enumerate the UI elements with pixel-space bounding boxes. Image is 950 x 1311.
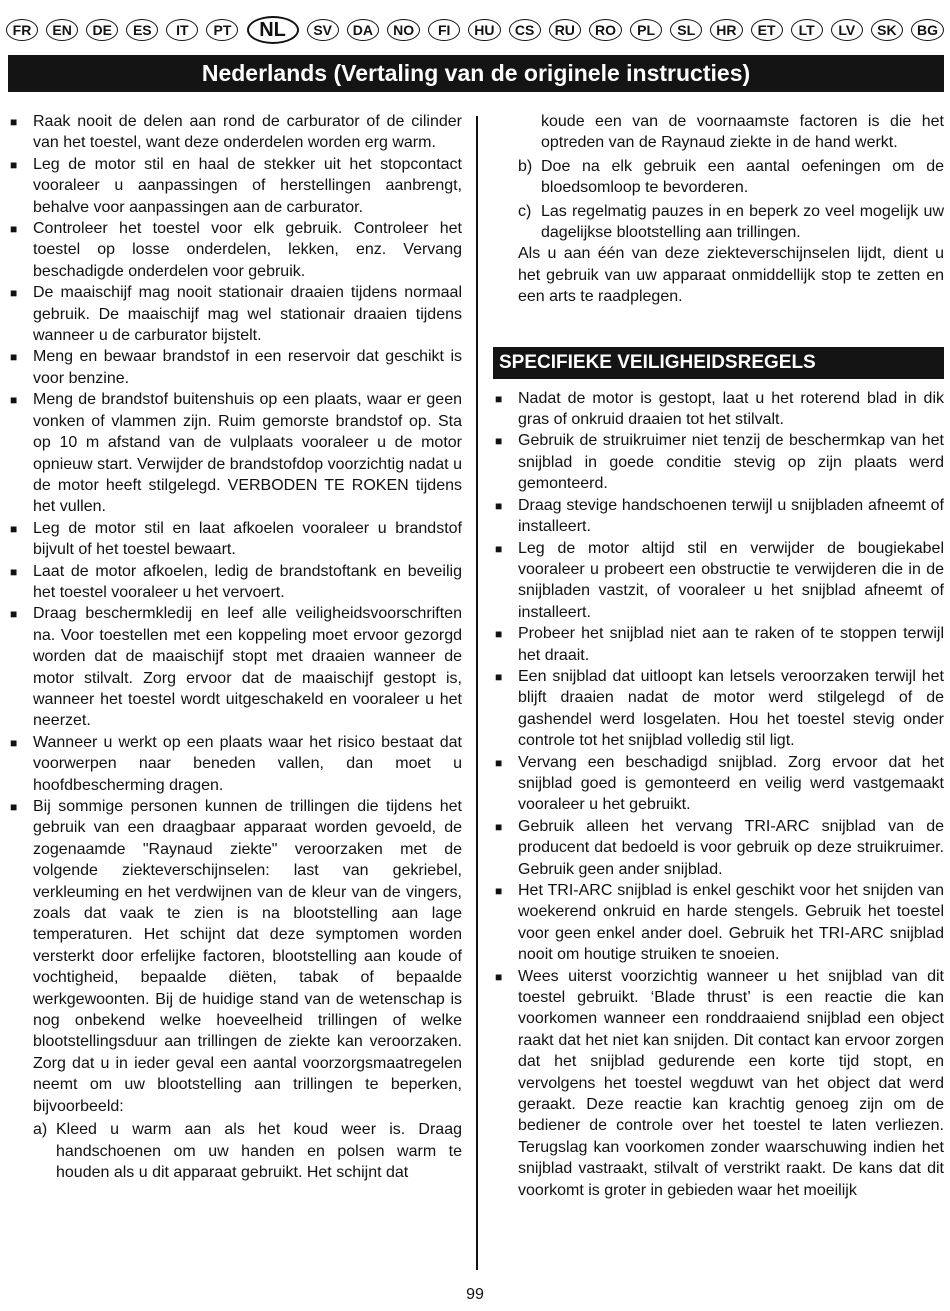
lang-sl: SL bbox=[670, 19, 702, 41]
page-number: 99 bbox=[466, 1286, 484, 1303]
warning-paragraph: Als u aan één van deze ziekteverschijnselen lijdt, dient u het gebruik van uw apparaat onmiddellijk stop te zetten en een arts te raadplegen. bbox=[518, 245, 944, 306]
lang-et: ET bbox=[751, 19, 783, 41]
lang-sk: SK bbox=[871, 19, 903, 41]
lang-sv: SV bbox=[307, 19, 339, 41]
lang-fi: FI bbox=[428, 19, 460, 41]
lang-es: ES bbox=[126, 19, 158, 41]
list-item: ■ Laat de motor afkoelen, ledig de brandstoftank en beveilig het toestel vooraleer u het vervoert. bbox=[8, 561, 462, 604]
section-heading: SPECIFIEKE VEILIGHEIDSREGELS bbox=[493, 347, 944, 379]
sub-item-b bbox=[493, 156, 944, 199]
sub-item-text: Doe na elk gebruik een aantal oefeningen om de bloedsomloop te bevorderen. bbox=[541, 157, 944, 197]
lang-nl-active: NL bbox=[247, 16, 299, 44]
lang-pt: PT bbox=[206, 19, 238, 41]
language-selector-bar bbox=[6, 16, 944, 44]
left-column bbox=[8, 111, 462, 1183]
list-item: ■ Meng de brandstof buitenshuis op een plaats, waar er geen vonken of vlammen zijn. Ruim gemorste brandstof op. Sta op 10 m afstand van de vulplaats vooraleer u de motor opnieuw start. Verwijder de brandstofdop voorzichtig nadat u de motor heeft stilgelegd. VERBODEN TE ROKEN tijdens het vullen. bbox=[8, 389, 462, 517]
list-item: ■ Het TRI-ARC snijblad is enkel geschikt voor het snijden van woekerend onkruid en harde stengels. Gebruik het toestel voor geen enkel ander doel. Gebruik het TRI-ARC snijblad nooit om houtige struiken te snoeien. bbox=[493, 880, 944, 966]
lang-fr: FR bbox=[6, 19, 38, 41]
lang-pl: PL bbox=[630, 19, 662, 41]
sub-item-text: Las regelmatig pauzes in en beperk zo veel mogelijk uw dagelijkse blootstelling aan trillingen. bbox=[541, 202, 944, 242]
sub-item-label: c) bbox=[518, 202, 532, 220]
lang-de: DE bbox=[86, 19, 118, 41]
list-item: ■ Draag beschermkledij en leef alle veiligheidsvoorschriften na. Voor toestellen met een koppeling moet ervoor gezorgd worden dat de maaischijf stopt met draaien wanneer de motor stilvalt. Zorg ervoor dat de maaischijf gestopt is, wanneer het toestel wordt uitgeschakeld en vooraleer u het neerzet. bbox=[8, 603, 462, 731]
list-item: ■ Draag stevige handschoenen terwijl u snijbladen afneemt of installeert. bbox=[493, 495, 944, 538]
list-item: ■ Wanneer u werkt op een plaats waar het risico bestaat dat voorwerpen naar beneden vallen, dan moet u hoofdbescherming dragen. bbox=[8, 732, 462, 796]
lang-cs: CS bbox=[509, 19, 541, 41]
sub-item-c bbox=[493, 201, 944, 244]
list-item: ■ Meng en bewaar brandstof in een reservoir dat geschikt is voor benzine. bbox=[8, 346, 462, 389]
lang-no: NO bbox=[387, 19, 420, 41]
list-item: ■ Bij sommige personen kunnen de trillingen die tijdens het gebruik van een draagbaar apparaat worden gevoeld, de zogenaamde "Raynaud ziekte" veroorzaken met de volgende ziekteverschijnselen: last van gekriebel, verkleuming en het verdwijnen van de kleur van de vingers, zoals dat vaak te zien is na blootstelling aan lage temperaturen. Het schijnt dat deze symptomen worden versterkt door erfelijke factoren, blootstelling aan koude of vochtigheid, bepaalde diëten, tabak of bepaalde werkgewoonten. Bij de huidige stand van de wetenschap is nog onbekend welke hoeveelheid trillingen of welke blootstellingsduur aan trillingen de ziekte kan veroorzaken. Zorg dat u in ieder geval een aantal voorzorgsmaatregelen neemt om uw blootstelling aan trillingen te beperken, bijvoorbeeld: bbox=[8, 796, 462, 1117]
sub-item-text: koude een van de voornaamste factoren is die het optreden van de Raynaud ziekte in de hand werkt. bbox=[541, 113, 944, 152]
list-item: ■ Vervang een beschadigd snijblad. Zorg ervoor dat het snijblad goed is gemonteerd en veilig werd vastgemaakt vooraleer u het gebruikt. bbox=[493, 752, 944, 816]
sub-item-a bbox=[8, 1119, 462, 1183]
sub-item-label: a) bbox=[33, 1121, 48, 1139]
list-item: ■ Leg de motor altijd stil en verwijder de bougiekabel vooraleer u probeert een obstructie te verwijderen die in de snijbladen vastzit, of vooraleer u het snijblad afneemt of installeert. bbox=[493, 538, 944, 624]
section-banner: Nederlands (Vertaling van de originele instructies) bbox=[8, 55, 944, 92]
column-divider bbox=[476, 116, 478, 1270]
lang-lt: LT bbox=[791, 19, 823, 41]
lang-ro: RO bbox=[589, 19, 622, 41]
list-item: ■ De maaischijf mag nooit stationair draaien tijdens normaal gebruik. De maaischijf mag wel stationair draaien tijdens wanneer u de carburator bijstelt. bbox=[8, 282, 462, 346]
lang-ru: RU bbox=[549, 19, 581, 41]
sub-item-a-continued bbox=[493, 111, 944, 154]
list-item: ■ Een snijblad dat uitloopt kan letsels veroorzaken terwijl het blijft draaien nadat de motor werd stilgelegd of de gashendel werd losgelaten. Hou het toestel stevig onder controle tot het snijblad volledig stil ligt. bbox=[493, 666, 944, 752]
list-item: ■ Gebruik alleen het vervang TRI-ARC snijblad van de producent dat bedoeld is voor gebruik op deze struikruimer. Gebruik geen ander snijblad. bbox=[493, 816, 944, 880]
list-item: ■ Probeer het snijblad niet aan te raken of te stoppen terwijl het draait. bbox=[493, 623, 944, 666]
lang-bg: BG bbox=[911, 19, 944, 41]
lang-da: DA bbox=[347, 19, 379, 41]
lang-hu: HU bbox=[468, 19, 500, 41]
right-column bbox=[493, 111, 944, 1201]
sub-item-text: Kleed u warm aan als het koud weer is. Draag handschoenen om uw handen en polsen warm te houden als u dit apparaat gebruikt. Het schijnt dat bbox=[56, 1121, 462, 1181]
list-item: ■ Gebruik de struikruimer niet tenzij de beschermkap van het snijblad in goede conditie stevig op zijn plaats werd gemonteerd. bbox=[493, 430, 944, 494]
lang-hr: HR bbox=[710, 19, 742, 41]
list-item: ■ Leg de motor stil en haal de stekker uit het stopcontact vooraleer u aanpassingen of herstellingen aanbrengt, behalve voor aanpassingen aan de carburator. bbox=[8, 154, 462, 218]
list-item: ■ Nadat de motor is gestopt, laat u het roterend blad in dik gras of onkruid draaien tot het stilvalt. bbox=[493, 388, 944, 431]
lang-en: EN bbox=[46, 19, 78, 41]
list-item: ■ Controleer het toestel voor elk gebruik. Controleer het toestel op losse onderdelen, lekken, enz. Vervang beschadigde onderdelen voor gebruik. bbox=[8, 218, 462, 282]
sub-item-label: b) bbox=[518, 157, 533, 175]
list-item: ■ Leg de motor stil en laat afkoelen vooraleer u brandstof bijvult of het toestel bewaart. bbox=[8, 518, 462, 561]
list-item: ■ Wees uiterst voorzichtig wanneer u het snijblad van dit toestel gebruikt. ‘Blade thrust’ is een reactie die kan voorkomen wanneer een ronddraaiend snijblad een object raakt dat het niet kan snijden. Dit contact kan ervoor zorgen dat het snijblad gedurende een korte tijd stopt, en vervolgens het toestel wegduwt van het object dat werd geraakt. Deze reactie kan krachtig genoeg zijn om de bediener de controle over het toestel te laten verliezen. Terugslag kan voorkomen zonder waarschuwing indien het snijblad vastraakt, stilvalt of verstrikt raakt. De kans dat dit voorkomt is groter in gebieden waar het moeilijk bbox=[493, 966, 944, 1201]
lang-lv: LV bbox=[831, 19, 863, 41]
lang-it: IT bbox=[166, 19, 198, 41]
list-item: ■ Raak nooit de delen aan rond de carburator of de cilinder van het toestel, want deze onderdelen worden erg warm. bbox=[8, 111, 462, 154]
